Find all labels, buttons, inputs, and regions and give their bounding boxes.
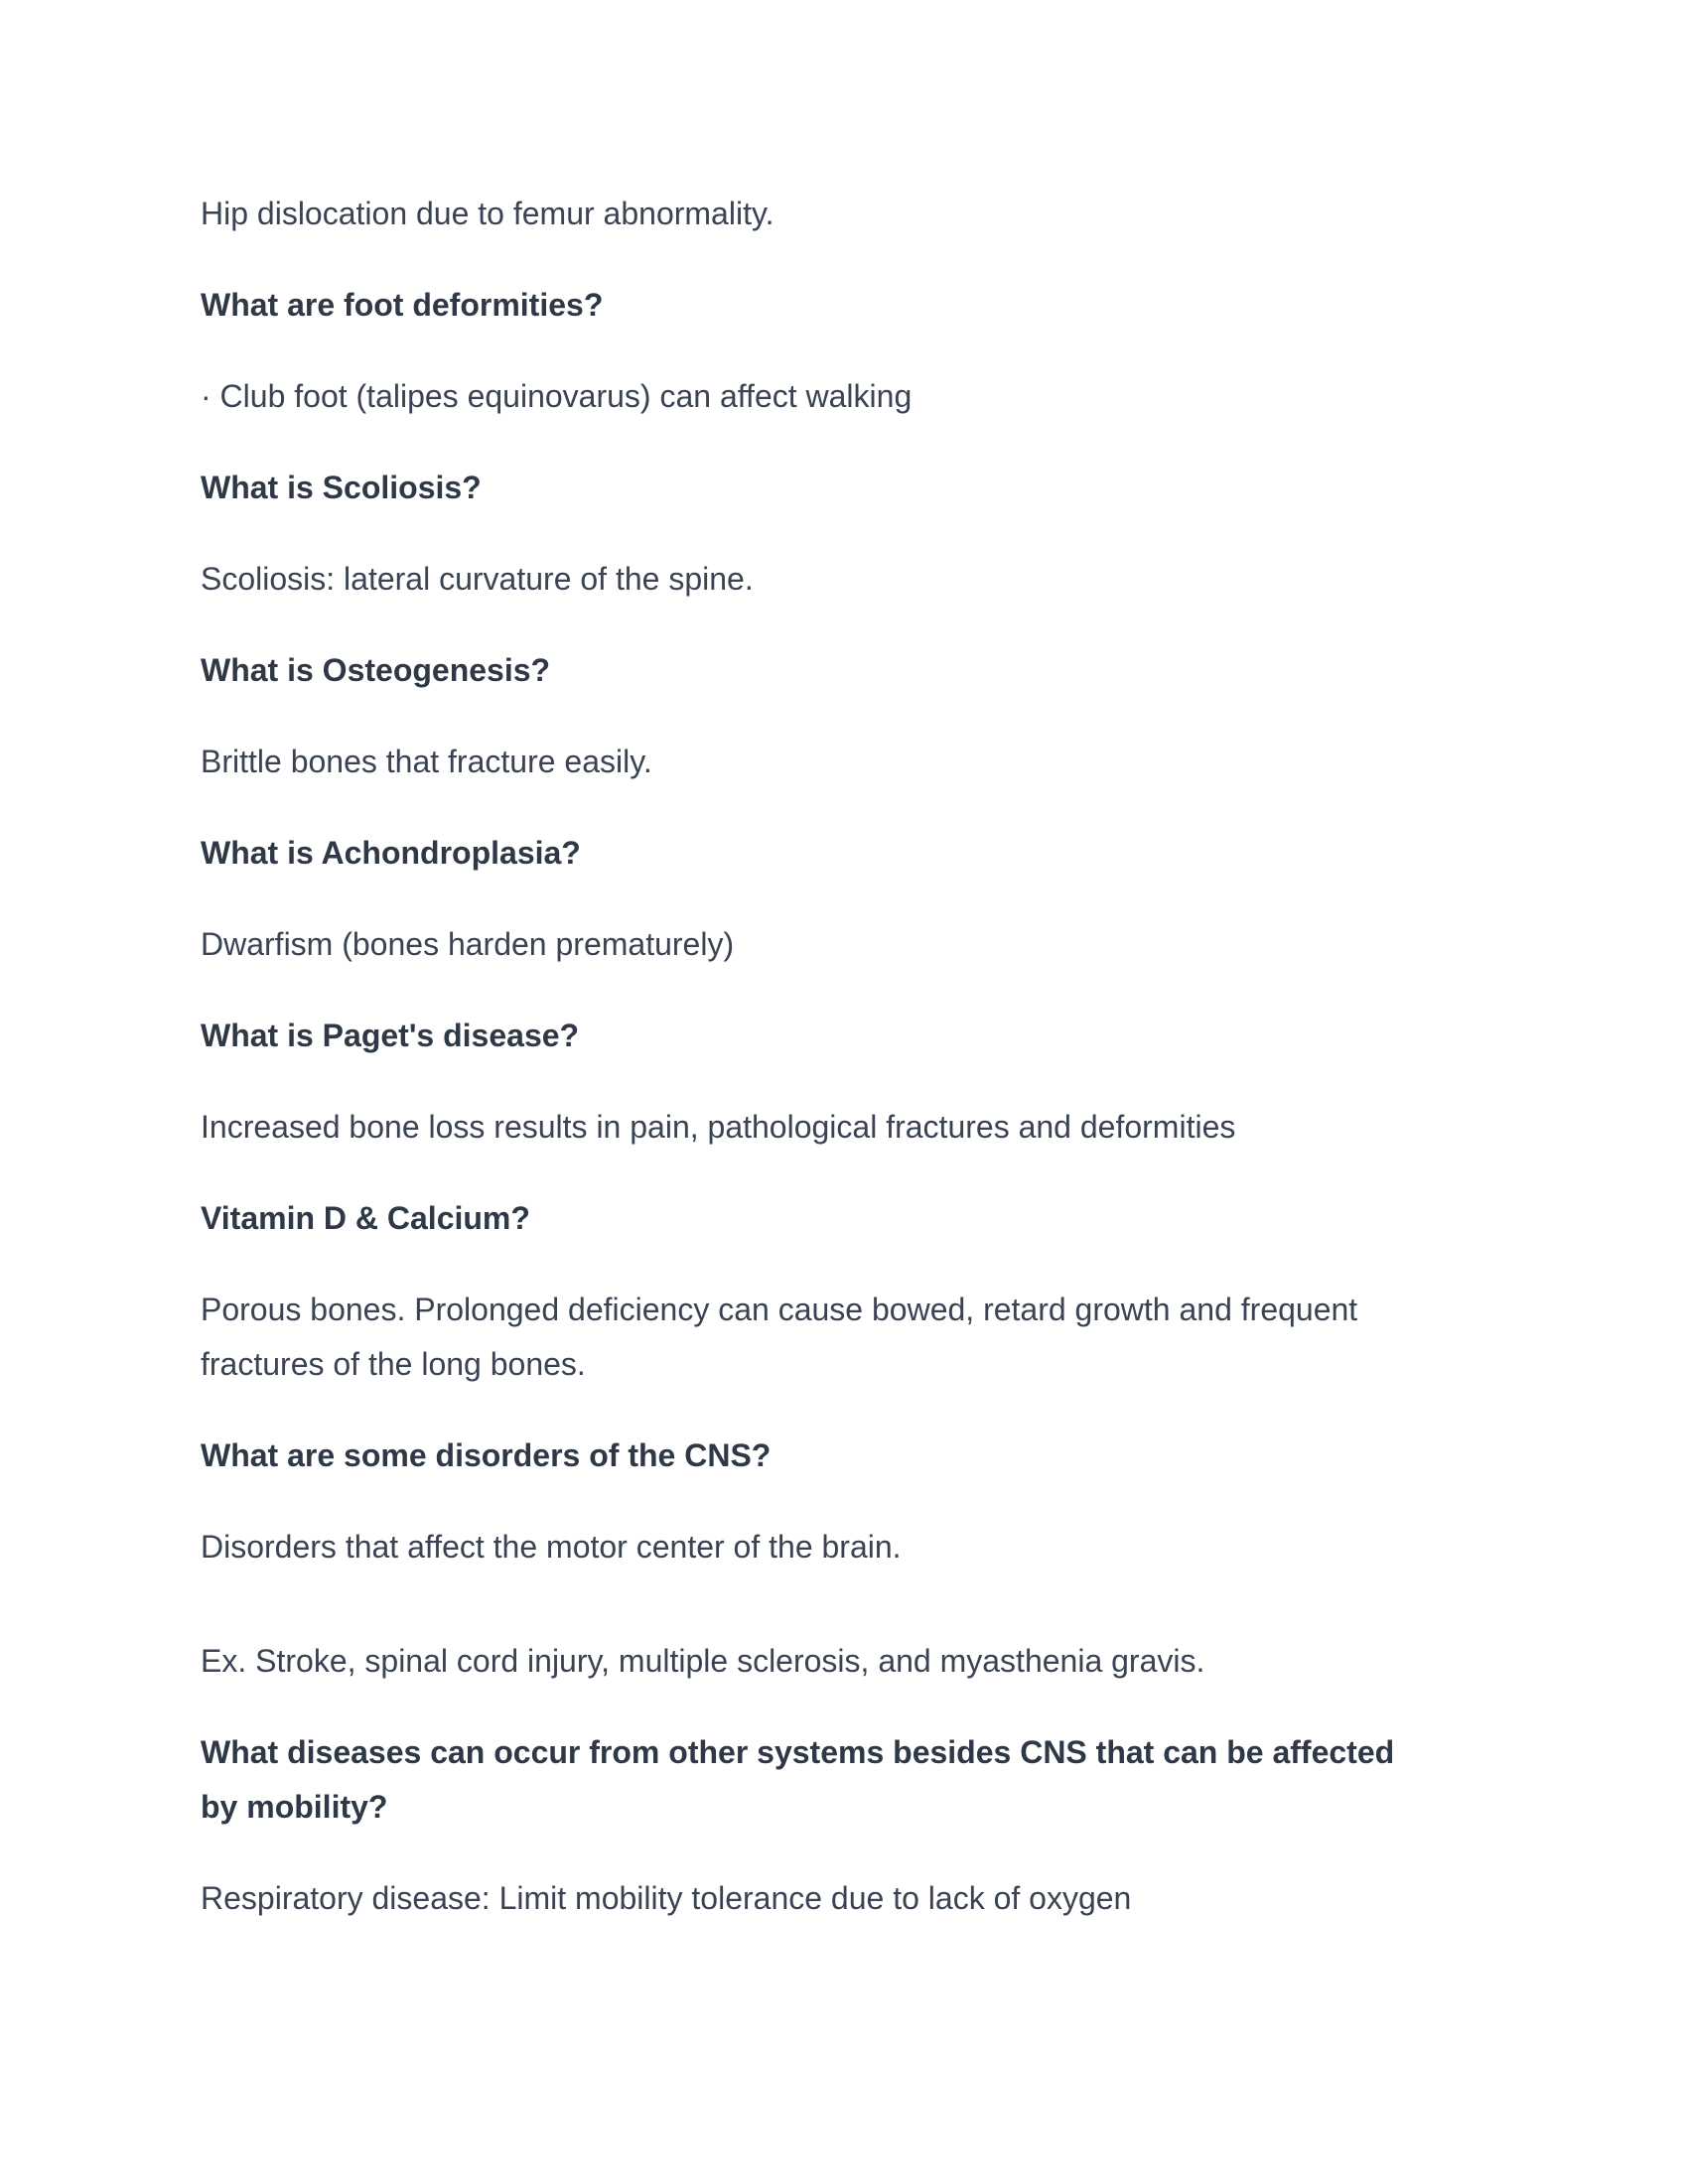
question-heading: What diseases can occur from other systems besides CNS that can be affected by mobility? (201, 1734, 1395, 1825)
answer-paragraph: Increased bone loss results in pain, pathological fractures and deformities (201, 1109, 1236, 1145)
question-heading: What is Paget's disease? (201, 1018, 580, 1053)
answer-paragraph: Brittle bones that fracture easily. (201, 744, 652, 779)
question-heading: What are foot deformities? (201, 287, 604, 323)
question-heading: What is Achondroplasia? (201, 835, 581, 871)
answer-paragraph: Hip dislocation due to femur abnormality. (201, 196, 774, 231)
answer-paragraph: Ex. Stroke, spinal cord injury, multiple sclerosis, and myasthenia gravis. (201, 1643, 1205, 1679)
answer-paragraph: Disorders that affect the motor center of the brain. (201, 1529, 902, 1565)
answer-paragraph: Scoliosis: lateral curvature of the spine. (201, 561, 754, 597)
answer-paragraph: · Club foot (talipes equinovarus) can affect walking (201, 378, 913, 414)
question-heading: What is Scoliosis? (201, 470, 482, 505)
answer-paragraph: Respiratory disease: Limit mobility tolerance due to lack of oxygen (201, 1880, 1132, 1916)
answer-paragraph: Porous bones. Prolonged deficiency can cause bowed, retard growth and frequent fractures of the long bones. (201, 1292, 1358, 1382)
question-heading: What is Osteogenesis? (201, 652, 551, 688)
question-heading: Vitamin D & Calcium? (201, 1200, 530, 1236)
answer-paragraph: Dwarfism (bones harden prematurely) (201, 926, 735, 962)
question-heading: What are some disorders of the CNS? (201, 1437, 772, 1473)
